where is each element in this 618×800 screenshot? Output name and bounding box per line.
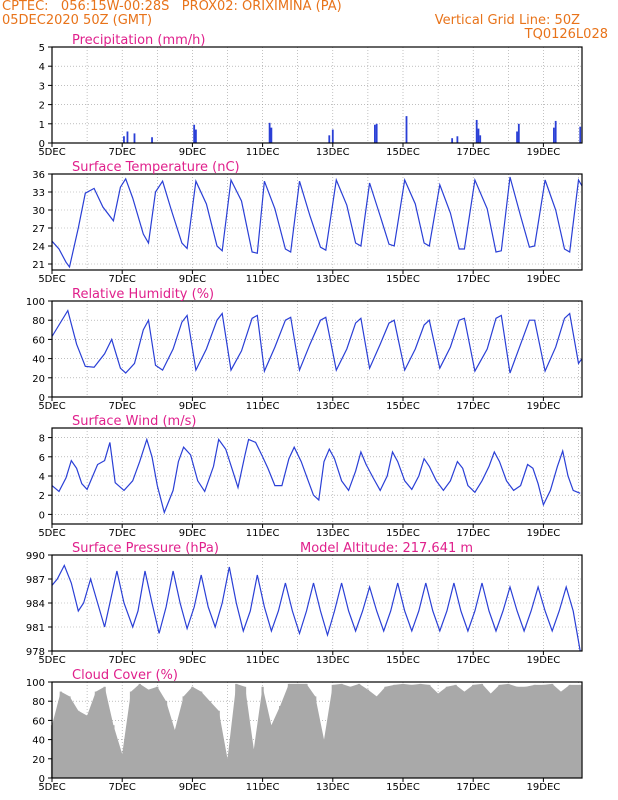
x-tick-label: 15DEC [386, 274, 420, 285]
series-line [52, 177, 582, 267]
y-tick-label: 36 [32, 170, 45, 181]
precip-bar [123, 136, 125, 143]
x-tick-label: 11DEC [245, 274, 280, 285]
panel-3 [38, 414, 582, 539]
y-tick-label: 4 [38, 62, 45, 74]
y-tick-label: 20 [32, 373, 45, 385]
x-tick-label: 5DEC [38, 147, 66, 158]
x-tick-label: 19DEC [526, 782, 561, 793]
y-tick-label: 2 [38, 100, 45, 112]
precip-bar [374, 125, 376, 143]
y-tick-label: 5 [38, 43, 45, 54]
precip-bar [134, 133, 136, 143]
x-tick-label: 5DEC [38, 528, 66, 539]
precip-bar [478, 129, 480, 143]
y-tick-label: 20 [32, 754, 45, 766]
precip-bar [579, 127, 581, 143]
precip-bar [479, 135, 481, 143]
y-tick-label: 0 [38, 139, 45, 150]
precip-bar [456, 136, 458, 143]
model-altitude: Model Altitude: 217.641 m [300, 541, 474, 556]
x-tick-label: 13DEC [315, 401, 350, 412]
y-tick-label: 8 [38, 433, 45, 445]
y-tick-label: 60 [32, 716, 45, 728]
y-tick-label: 1 [38, 119, 45, 131]
x-tick-label: 5DEC [38, 655, 66, 666]
x-tick-label: 11DEC [245, 147, 280, 158]
y-tick-label: 6 [38, 452, 45, 464]
series-line [52, 565, 580, 651]
x-tick-label: 7DEC [108, 528, 136, 539]
x-tick-label: 7DEC [108, 274, 136, 285]
x-tick-label: 17DEC [456, 782, 491, 793]
precip-bar [406, 116, 408, 143]
precip-bar [376, 124, 378, 143]
x-tick-label: 11DEC [245, 528, 280, 539]
precip-bar [195, 130, 197, 143]
panel-title: Cloud Cover (%) [72, 668, 178, 683]
x-tick-label: 19DEC [526, 401, 561, 412]
x-tick-label: 13DEC [315, 655, 350, 666]
precip-bar [516, 131, 518, 143]
x-tick-label: 17DEC [456, 528, 491, 539]
x-tick-label: 11DEC [245, 401, 280, 412]
y-tick-label: 80 [32, 316, 45, 328]
y-tick-label: 21 [32, 260, 45, 271]
y-tick-label: 3 [38, 81, 45, 93]
header-line1: CPTEC: 056:15W-00:28S PROX02: ORIXIMINA (PA) [2, 0, 342, 14]
header-model-id: TQ0126L028 [524, 27, 608, 42]
y-tick-label: 40 [32, 735, 45, 747]
x-tick-label: 15DEC [386, 655, 420, 666]
panel-title: Relative Humidity (%) [72, 287, 215, 302]
panel-title: Precipitation (mm/h) [72, 33, 206, 48]
panel-2 [26, 287, 582, 412]
panel-frame [52, 301, 582, 397]
x-tick-label: 13DEC [315, 274, 350, 285]
panel-frame [52, 47, 582, 143]
x-tick-label: 15DEC [386, 528, 420, 539]
y-tick-label: 0 [38, 510, 45, 522]
precip-bar [451, 138, 453, 143]
x-tick-label: 15DEC [386, 782, 420, 793]
x-tick-label: 19DEC [526, 528, 561, 539]
y-tick-label: 987 [25, 575, 45, 586]
y-tick-label: 33 [32, 188, 45, 199]
y-tick-label: 2 [38, 491, 45, 503]
y-tick-label: 80 [32, 697, 45, 709]
y-tick-label: 4 [38, 472, 45, 483]
x-tick-label: 7DEC [108, 401, 136, 412]
x-tick-label: 13DEC [315, 147, 350, 158]
y-tick-label: 100 [25, 678, 45, 689]
panel-4 [26, 541, 582, 666]
x-tick-label: 11DEC [245, 655, 280, 666]
header-date: 05DEC2020 50Z (GMT) [2, 13, 153, 28]
y-tick-label: 984 [25, 599, 45, 610]
precip-bar [127, 131, 129, 143]
header-grid-line: Vertical Grid Line: 50Z [434, 13, 580, 28]
x-tick-label: 9DEC [178, 655, 207, 666]
x-tick-label: 9DEC [178, 274, 207, 285]
precip-bar [193, 125, 195, 143]
x-tick-label: 7DEC [108, 655, 136, 666]
x-tick-label: 17DEC [456, 147, 491, 158]
x-tick-label: 19DEC [526, 147, 561, 158]
precip-bar [332, 130, 334, 143]
x-tick-label: 17DEC [456, 401, 491, 412]
precip-bar [269, 123, 271, 143]
panel-frame [52, 174, 582, 270]
panel-title: Surface Temperature (nC) [72, 160, 240, 175]
y-tick-label: 981 [25, 623, 45, 634]
y-tick-label: 100 [25, 297, 45, 308]
x-tick-label: 5DEC [38, 274, 66, 285]
y-tick-label: 0 [38, 774, 45, 785]
y-tick-label: 978 [25, 647, 45, 658]
x-tick-label: 19DEC [526, 274, 561, 285]
x-tick-label: 9DEC [178, 528, 207, 539]
y-tick-label: 24 [32, 242, 45, 253]
y-tick-label: 30 [32, 206, 45, 217]
x-tick-label: 9DEC [178, 401, 207, 412]
y-tick-label: 40 [32, 354, 45, 366]
panel-0 [38, 33, 582, 158]
x-tick-label: 9DEC [178, 782, 207, 793]
x-tick-label: 13DEC [315, 782, 350, 793]
x-tick-label: 19DEC [526, 655, 561, 666]
panel-1 [32, 160, 582, 285]
precip-bar [518, 124, 520, 143]
x-tick-label: 15DEC [386, 401, 420, 412]
y-tick-label: 990 [25, 551, 45, 562]
x-tick-label: 5DEC [38, 782, 66, 793]
precip-bar [270, 128, 272, 143]
precip-bar [553, 128, 555, 143]
precip-bar [151, 137, 153, 143]
precip-bar [328, 135, 330, 143]
panel-title: Surface Pressure (hPa) [72, 541, 219, 556]
y-tick-label: 0 [38, 393, 45, 404]
x-tick-label: 7DEC [108, 147, 136, 158]
x-tick-label: 17DEC [456, 274, 491, 285]
y-tick-label: 27 [32, 224, 45, 235]
precip-bar [476, 120, 478, 143]
panel-5 [26, 668, 582, 793]
x-tick-label: 9DEC [178, 147, 207, 158]
x-tick-label: 17DEC [456, 655, 491, 666]
x-tick-label: 5DEC [38, 401, 66, 412]
x-tick-label: 15DEC [386, 147, 420, 158]
y-tick-label: 60 [32, 335, 45, 347]
panel-title: Surface Wind (m/s) [72, 414, 197, 429]
precip-bar [555, 121, 557, 143]
x-tick-label: 11DEC [245, 782, 280, 793]
x-tick-label: 13DEC [315, 528, 350, 539]
x-tick-label: 7DEC [108, 782, 136, 793]
